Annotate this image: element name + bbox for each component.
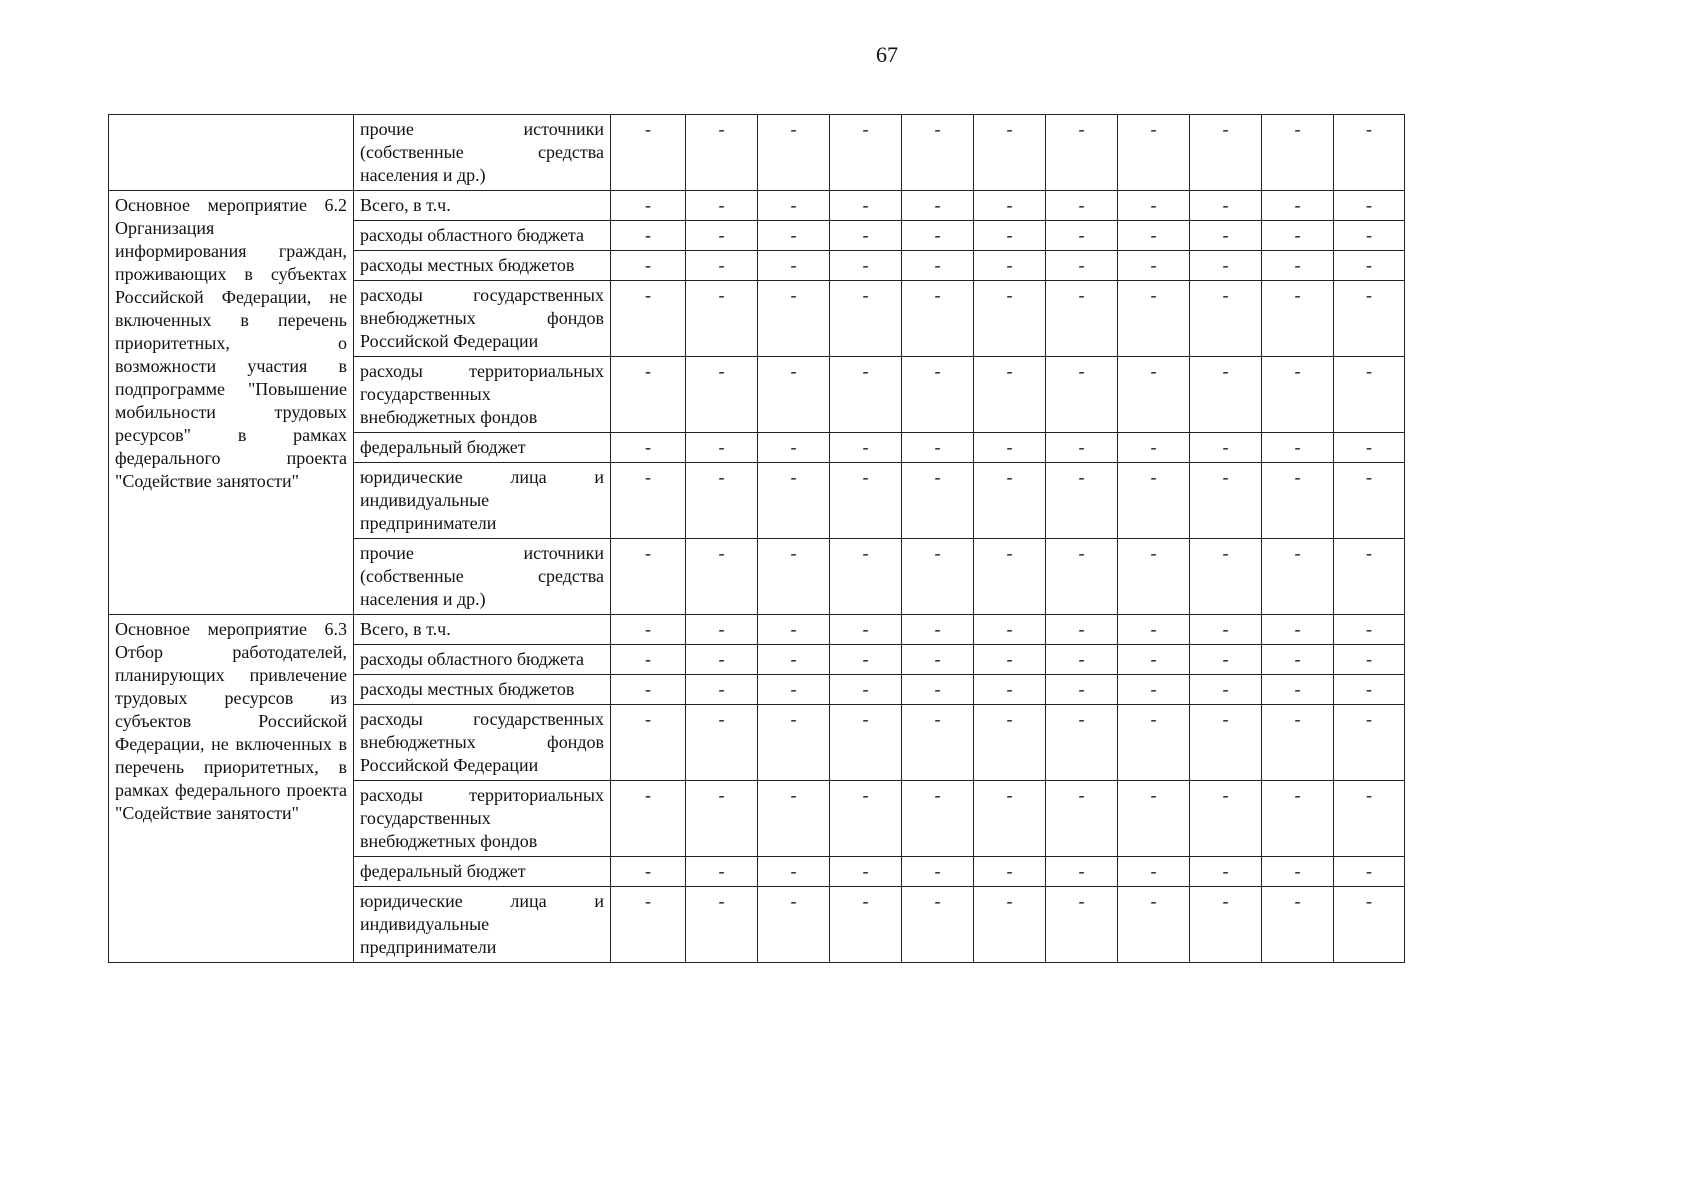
value-cell: - (1118, 705, 1190, 781)
value-cell: - (758, 191, 830, 221)
value-cell: - (758, 615, 830, 645)
value-cell: - (686, 705, 758, 781)
funding-source-cell: расходы местных бюджетов (354, 675, 611, 705)
value-cell: - (974, 221, 1046, 251)
funding-source-cell: Всего, в т.ч. (354, 191, 611, 221)
value-cell: - (1046, 857, 1118, 887)
value-cell: - (1262, 615, 1334, 645)
page-number: 67 (876, 42, 898, 67)
value-cell: - (1190, 251, 1262, 281)
funding-source-cell: Всего, в т.ч. (354, 615, 611, 645)
value-cell: - (830, 115, 902, 191)
value-cell: - (830, 191, 902, 221)
value-cell: - (611, 705, 686, 781)
value-cell: - (686, 281, 758, 357)
value-cell: - (974, 887, 1046, 963)
value-cell: - (902, 887, 974, 963)
value-cell: - (758, 887, 830, 963)
value-cell: - (902, 115, 974, 191)
value-cell: - (686, 781, 758, 857)
value-cell: - (902, 281, 974, 357)
value-cell: - (611, 539, 686, 615)
value-cell: - (611, 433, 686, 463)
value-cell: - (686, 221, 758, 251)
value-cell: - (1046, 115, 1118, 191)
value-cell: - (758, 539, 830, 615)
value-cell: - (902, 221, 974, 251)
funding-source-cell: юридические лица и индивидуальные предприниматели (354, 463, 611, 539)
value-cell: - (974, 675, 1046, 705)
value-cell: - (1190, 539, 1262, 615)
value-cell: - (830, 615, 902, 645)
value-cell: - (1190, 615, 1262, 645)
funding-source-cell: прочие источники (собственные средства населения и др.) (354, 539, 611, 615)
value-cell: - (1262, 191, 1334, 221)
value-cell: - (686, 615, 758, 645)
value-cell: - (1334, 615, 1405, 645)
value-cell: - (1334, 887, 1405, 963)
value-cell: - (902, 433, 974, 463)
value-cell: - (1190, 281, 1262, 357)
value-cell: - (902, 539, 974, 615)
value-cell: - (1262, 221, 1334, 251)
value-cell: - (758, 115, 830, 191)
value-cell: - (1262, 675, 1334, 705)
value-cell: - (974, 857, 1046, 887)
value-cell: - (1262, 539, 1334, 615)
value-cell: - (902, 191, 974, 221)
value-cell: - (902, 645, 974, 675)
value-cell: - (830, 645, 902, 675)
value-cell: - (1190, 675, 1262, 705)
measure-cell: Основное мероприятие 6.2 Организация информирования граждан, проживающих в субъектах Российской Федерации, не включенных в перечень приоритетных, о возможности участия в подпрограмме "Повышение мобильности трудовых ресурсов" в рамках федерального проекта "Содействие занятости" (109, 191, 354, 615)
value-cell: - (830, 705, 902, 781)
value-cell: - (1046, 645, 1118, 675)
value-cell: - (1118, 887, 1190, 963)
value-cell: - (1262, 357, 1334, 433)
value-cell: - (1334, 281, 1405, 357)
value-cell: - (758, 463, 830, 539)
value-cell: - (1118, 357, 1190, 433)
value-cell: - (1262, 251, 1334, 281)
value-cell: - (1334, 433, 1405, 463)
value-cell: - (1046, 675, 1118, 705)
funding-source-cell: расходы территориальных государственных внебюджетных фондов (354, 781, 611, 857)
value-cell: - (1334, 781, 1405, 857)
value-cell: - (1262, 463, 1334, 539)
value-cell: - (758, 781, 830, 857)
value-cell: - (1118, 857, 1190, 887)
value-cell: - (1334, 357, 1405, 433)
value-cell: - (758, 645, 830, 675)
value-cell: - (1190, 191, 1262, 221)
funding-source-cell: расходы областного бюджета (354, 221, 611, 251)
value-cell: - (1046, 887, 1118, 963)
value-cell: - (1046, 705, 1118, 781)
value-cell: - (686, 463, 758, 539)
value-cell: - (1334, 705, 1405, 781)
value-cell: - (1262, 705, 1334, 781)
value-cell: - (1334, 251, 1405, 281)
value-cell: - (686, 251, 758, 281)
value-cell: - (1334, 221, 1405, 251)
funding-source-cell: федеральный бюджет (354, 857, 611, 887)
value-cell: - (1190, 887, 1262, 963)
value-cell: - (1046, 191, 1118, 221)
value-cell: - (902, 463, 974, 539)
value-cell: - (1334, 539, 1405, 615)
value-cell: - (686, 645, 758, 675)
funding-table (108, 114, 1405, 963)
value-cell: - (686, 433, 758, 463)
measure-cell: Основное мероприятие 6.3 Отбор работодателей, планирующих привлечение трудовых ресурсов из субъектов Российской Федерации, не включенных в перечень приоритетных, в рамках федерального проекта "Содействие занятости" (109, 615, 354, 963)
funding-source-cell: прочие источники (собственные средства населения и др.) (354, 115, 611, 191)
value-cell: - (1118, 191, 1190, 221)
value-cell: - (830, 539, 902, 615)
value-cell: - (1046, 781, 1118, 857)
value-cell: - (1046, 433, 1118, 463)
value-cell: - (1118, 281, 1190, 357)
value-cell: - (974, 539, 1046, 615)
value-cell: - (758, 857, 830, 887)
value-cell: - (611, 645, 686, 675)
value-cell: - (1046, 221, 1118, 251)
funding-source-cell: расходы государственных внебюджетных фондов Российской Федерации (354, 281, 611, 357)
value-cell: - (830, 887, 902, 963)
value-cell: - (758, 221, 830, 251)
value-cell: - (974, 615, 1046, 645)
value-cell: - (1190, 645, 1262, 675)
value-cell: - (611, 675, 686, 705)
value-cell: - (1046, 357, 1118, 433)
value-cell: - (1190, 357, 1262, 433)
value-cell: - (902, 781, 974, 857)
value-cell: - (1190, 781, 1262, 857)
value-cell: - (686, 857, 758, 887)
table-row (109, 191, 1405, 221)
table-body (109, 115, 1405, 963)
value-cell: - (611, 887, 686, 963)
value-cell: - (974, 433, 1046, 463)
value-cell: - (830, 221, 902, 251)
value-cell: - (611, 281, 686, 357)
value-cell: - (758, 675, 830, 705)
value-cell: - (1334, 115, 1405, 191)
value-cell: - (1118, 463, 1190, 539)
value-cell: - (686, 887, 758, 963)
value-cell: - (830, 781, 902, 857)
value-cell: - (830, 857, 902, 887)
funding-source-cell: расходы областного бюджета (354, 645, 611, 675)
funding-source-cell: юридические лица и индивидуальные предприниматели (354, 887, 611, 963)
value-cell: - (1118, 781, 1190, 857)
value-cell: - (1190, 857, 1262, 887)
value-cell: - (830, 463, 902, 539)
value-cell: - (1262, 857, 1334, 887)
value-cell: - (1046, 539, 1118, 615)
value-cell: - (1190, 463, 1262, 539)
value-cell: - (974, 281, 1046, 357)
funding-source-cell: расходы местных бюджетов (354, 251, 611, 281)
table-row (109, 615, 1405, 645)
value-cell: - (1046, 463, 1118, 539)
value-cell: - (758, 251, 830, 281)
value-cell: - (611, 221, 686, 251)
value-cell: - (902, 357, 974, 433)
value-cell: - (1190, 433, 1262, 463)
value-cell: - (611, 357, 686, 433)
value-cell: - (974, 645, 1046, 675)
value-cell: - (902, 857, 974, 887)
value-cell: - (1046, 251, 1118, 281)
value-cell: - (974, 781, 1046, 857)
value-cell: - (974, 705, 1046, 781)
value-cell: - (830, 281, 902, 357)
value-cell: - (830, 251, 902, 281)
value-cell: - (1334, 857, 1405, 887)
value-cell: - (1118, 221, 1190, 251)
value-cell: - (1262, 281, 1334, 357)
value-cell: - (1118, 615, 1190, 645)
funding-source-cell: федеральный бюджет (354, 433, 611, 463)
value-cell: - (1118, 433, 1190, 463)
value-cell: - (974, 251, 1046, 281)
value-cell: - (686, 539, 758, 615)
value-cell: - (686, 675, 758, 705)
value-cell: - (1262, 781, 1334, 857)
value-cell: - (611, 781, 686, 857)
value-cell: - (1334, 463, 1405, 539)
value-cell: - (1118, 115, 1190, 191)
value-cell: - (1046, 281, 1118, 357)
value-cell: - (1262, 115, 1334, 191)
value-cell: - (974, 463, 1046, 539)
value-cell: - (902, 705, 974, 781)
value-cell: - (1046, 615, 1118, 645)
value-cell: - (1118, 645, 1190, 675)
value-cell: - (686, 115, 758, 191)
value-cell: - (974, 115, 1046, 191)
value-cell: - (974, 357, 1046, 433)
value-cell: - (902, 675, 974, 705)
value-cell: - (902, 251, 974, 281)
funding-source-cell: расходы государственных внебюджетных фондов Российской Федерации (354, 705, 611, 781)
value-cell: - (1190, 221, 1262, 251)
value-cell: - (758, 705, 830, 781)
value-cell: - (686, 191, 758, 221)
value-cell: - (830, 675, 902, 705)
value-cell: - (611, 615, 686, 645)
value-cell: - (1118, 539, 1190, 615)
value-cell: - (686, 357, 758, 433)
funding-source-cell: расходы территориальных государственных внебюджетных фондов (354, 357, 611, 433)
value-cell: - (758, 433, 830, 463)
measure-cell (109, 115, 354, 191)
value-cell: - (611, 463, 686, 539)
value-cell: - (1190, 115, 1262, 191)
value-cell: - (974, 191, 1046, 221)
value-cell: - (1262, 887, 1334, 963)
value-cell: - (1334, 645, 1405, 675)
value-cell: - (830, 433, 902, 463)
value-cell: - (1118, 675, 1190, 705)
value-cell: - (830, 357, 902, 433)
value-cell: - (1334, 675, 1405, 705)
value-cell: - (611, 115, 686, 191)
value-cell: - (611, 857, 686, 887)
value-cell: - (758, 281, 830, 357)
value-cell: - (1262, 645, 1334, 675)
value-cell: - (1190, 705, 1262, 781)
value-cell: - (611, 191, 686, 221)
value-cell: - (758, 357, 830, 433)
value-cell: - (611, 251, 686, 281)
value-cell: - (1334, 191, 1405, 221)
table-row (109, 115, 1405, 191)
value-cell: - (1118, 251, 1190, 281)
value-cell: - (902, 615, 974, 645)
value-cell: - (1262, 433, 1334, 463)
